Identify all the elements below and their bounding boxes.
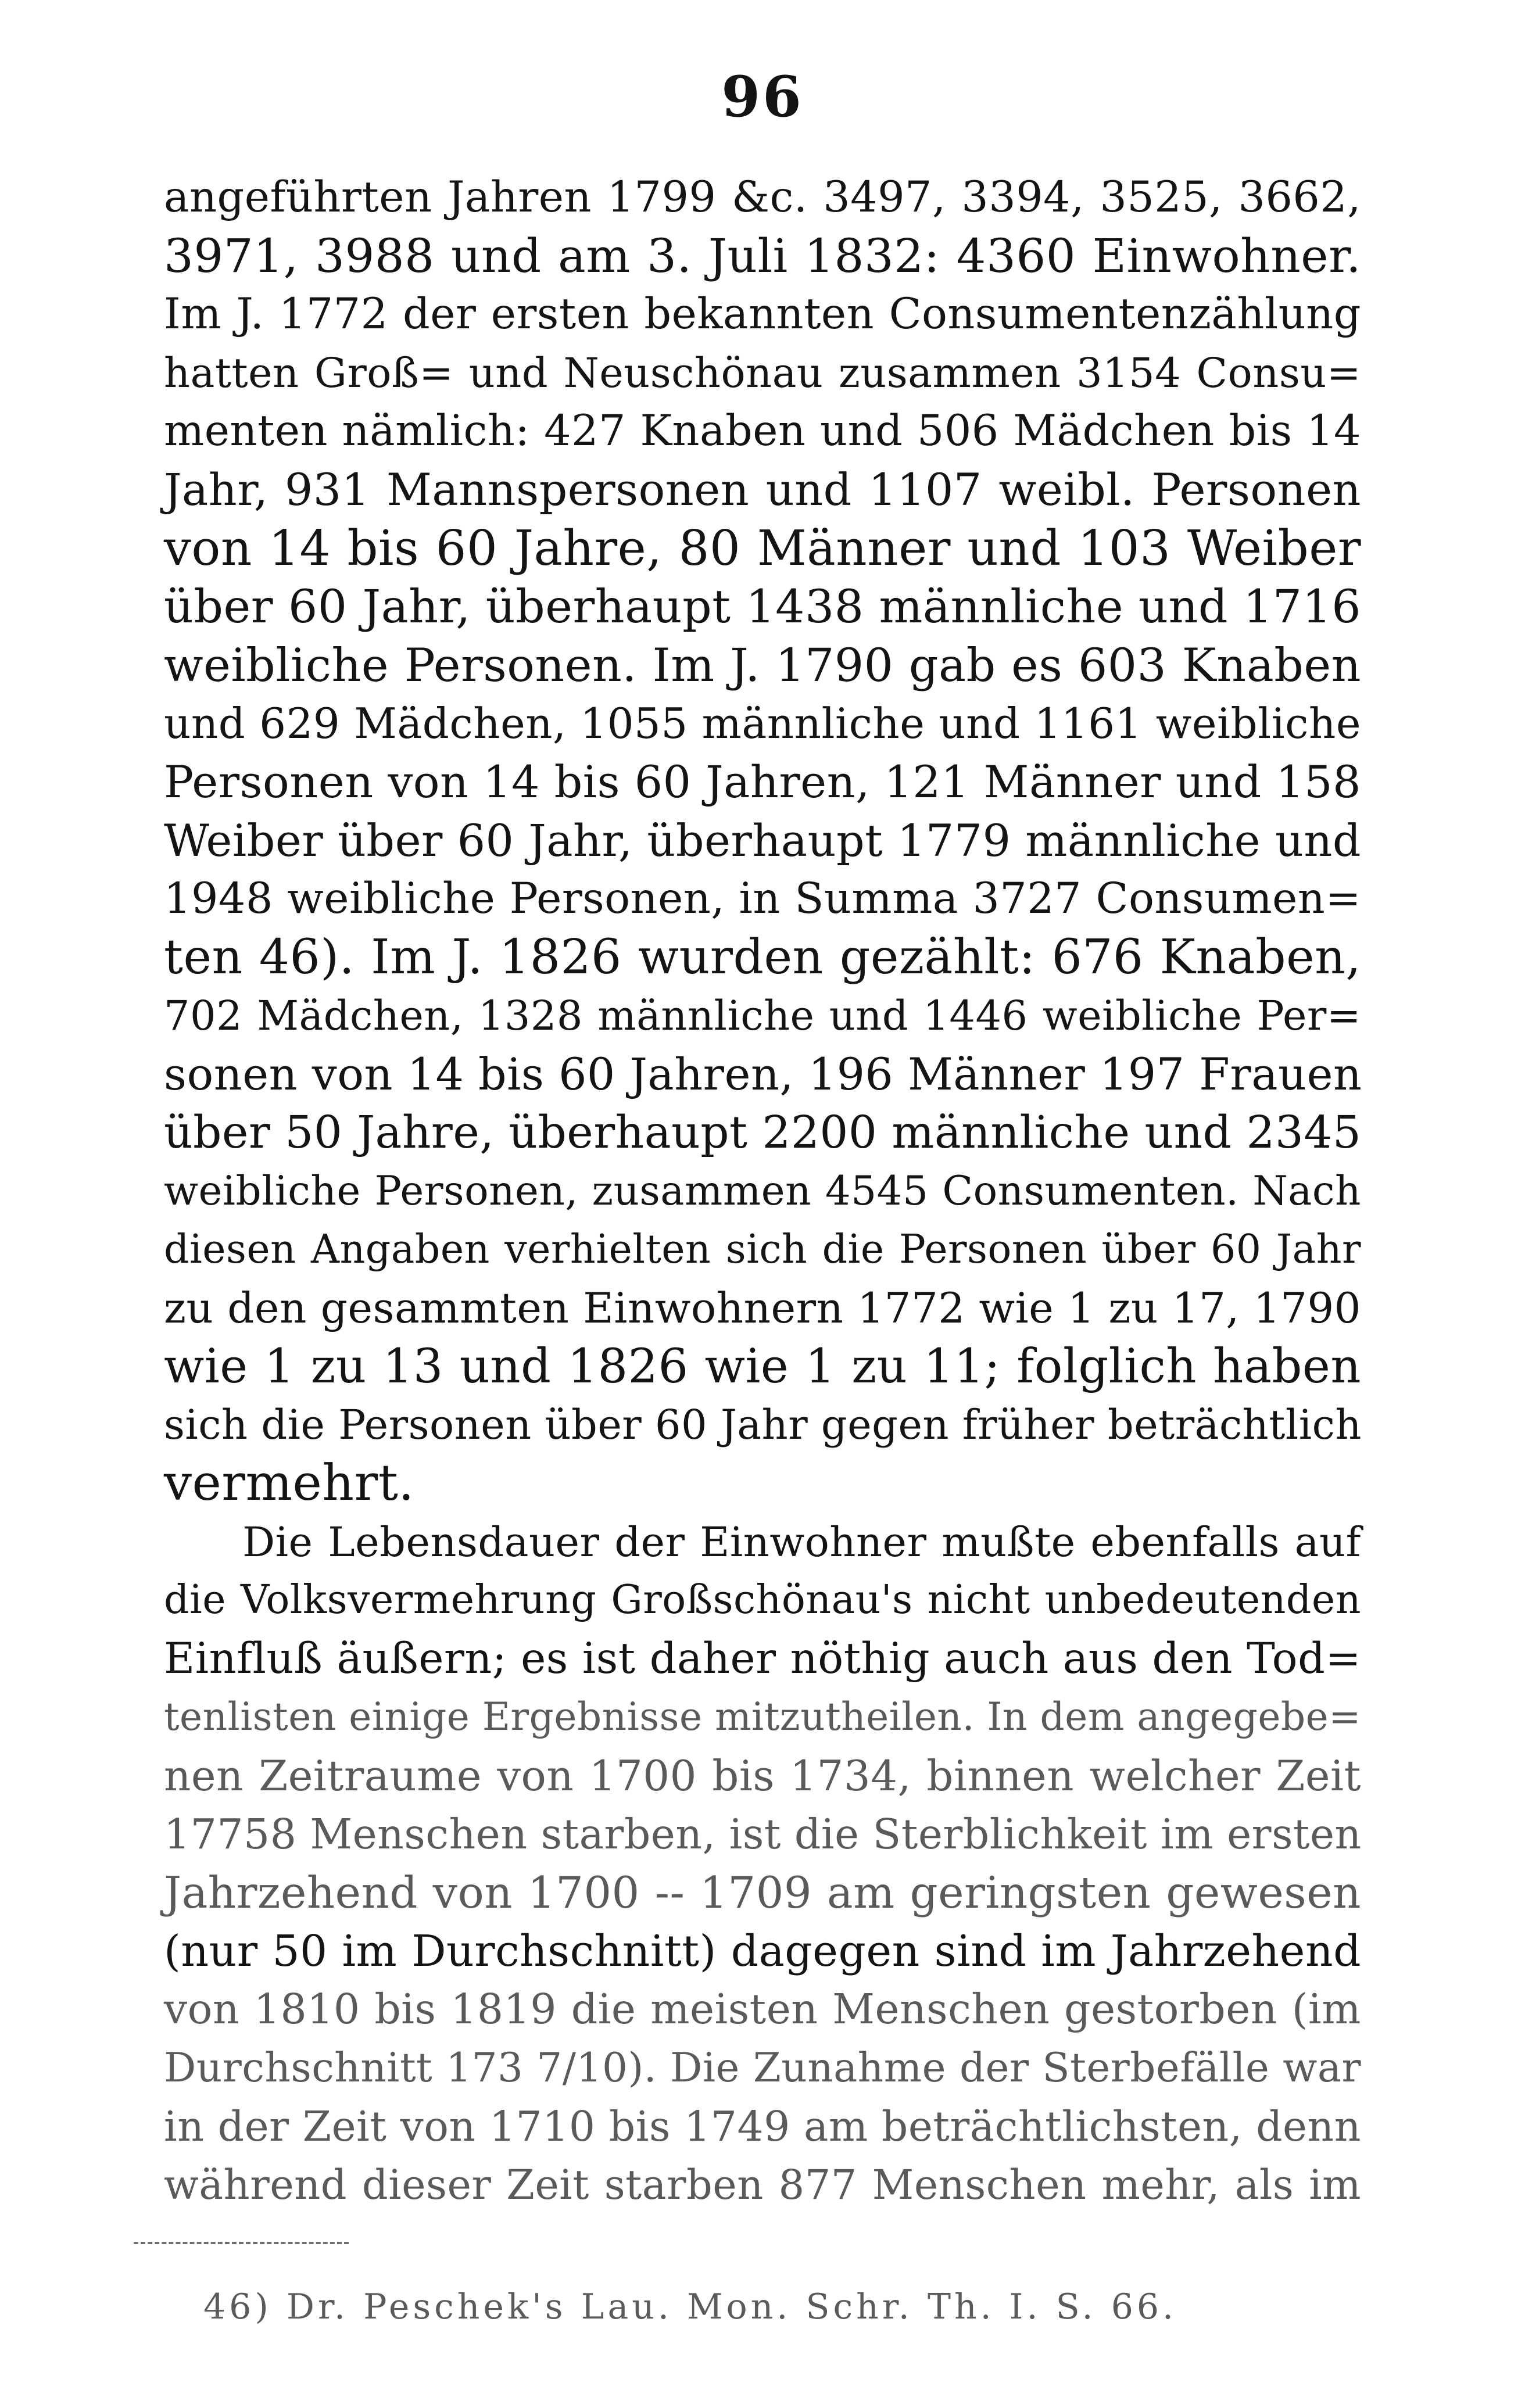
paragraph-1 [164, 169, 1361, 1513]
text-line: ten 46). Im J. 1826 wurden gezählt: 676 Knaben, [164, 929, 1361, 985]
text-line: (nur 50 im Durchschnitt) dagegen sind im Jahrzehend [164, 1926, 1361, 1976]
footnote: 46) Dr. Peschek's Lau. Mon. Schr. Th. I. S. 66. [203, 2287, 1177, 2327]
text-line: menten nämlich: 427 Knaben und 506 Mädchen bis 14 [164, 406, 1361, 456]
text-line: hatten Groß= und Neuschönau zusammen 3154 Consu= [164, 349, 1361, 397]
text-line: sonen von 14 bis 60 Jahren, 196 Männer 197 Frauen [164, 1048, 1362, 1100]
text-line: weibliche Personen. Im J. 1790 gab es 603 Knaben [164, 638, 1361, 692]
text-line: sich die Personen über 60 Jahr gegen früher beträchtlich [164, 1401, 1362, 1449]
text-line: über 60 Jahr, überhaupt 1438 männliche und 1716 [164, 580, 1361, 634]
text-line: vermehrt. [164, 1454, 414, 1513]
text-line: von 14 bis 60 Jahre, 80 Männer und 103 Weiber [164, 519, 1361, 576]
text-line: 702 Mädchen, 1328 männliche und 1446 weibliche Per= [164, 992, 1361, 1040]
text-line: 1948 weibliche Personen, in Summa 3727 Consumen= [164, 874, 1361, 924]
paragraph-2 [164, 1513, 1361, 2214]
text-line: wie 1 zu 13 und 1826 wie 1 zu 11; folglich haben [164, 1339, 1361, 1394]
footnote-divider [134, 2242, 349, 2244]
text-line: 3971, 3988 und am 3. Juli 1832: 4360 Einwohner. [164, 228, 1361, 283]
text-line: zu den gesammten Einwohnern 1772 wie 1 zu 17, 1790 [164, 1284, 1361, 1333]
text-line: Weiber über 60 Jahr, überhaupt 1779 männliche und [164, 814, 1361, 866]
text-line: diesen Angaben verhielten sich die Personen über 60 Jahr [164, 1226, 1361, 1273]
text-line: Einfluß äußern; es ist daher nöthig auch aus den Tod= [164, 1633, 1361, 1683]
text-line: Jahr, 931 Mannspersonen und 1107 weibl. Personen [164, 463, 1361, 515]
text-line: über 50 Jahre, überhaupt 2200 männliche und 2345 [164, 1106, 1362, 1159]
text-line: weibliche Personen, zusammen 4545 Consumenten. Nach [164, 1168, 1361, 1215]
body-text [164, 169, 1361, 2214]
text-line: Personen von 14 bis 60 Jahren, 121 Männer und 158 [164, 755, 1361, 808]
text-line: Durchschnitt 173 7/10). Die Zunahme der Sterbefälle war [164, 2045, 1361, 2091]
text-line: tenlisten einige Ergebnisse mitzutheilen. In dem angegebe= [164, 1694, 1361, 1740]
page-number: 96 [721, 64, 804, 130]
text-line: 17758 Menschen starben, ist die Sterblichkeit im ersten [164, 1809, 1362, 1858]
text-line: Jahrzehend von 1700 -- 1709 am geringsten gewesen [164, 1867, 1361, 1919]
text-line: während dieser Zeit starben 877 Menschen mehr, als im [164, 2161, 1361, 2209]
text-line: Im J. 1772 der ersten bekannten Consumentenzählung [164, 289, 1361, 339]
text-line: in der Zeit von 1710 bis 1749 am beträchtlichsten, denn [164, 2102, 1361, 2151]
text-line: nen Zeitraume von 1700 bis 1734, binnen welcher Zeit [164, 1751, 1361, 1801]
text-line: von 1810 bis 1819 die meisten Menschen gestorben (im [164, 1985, 1361, 2034]
text-line: angeführten Jahren 1799 &c. 3497, 3394, 3525, 3662, [164, 173, 1361, 222]
text-line: Die Lebensdauer der Einwohner mußte ebenfalls auf [242, 1518, 1361, 1566]
text-line: und 629 Mädchen, 1055 männliche und 1161 weibliche [164, 699, 1361, 748]
text-line: die Volksvermehrung Großschönau's nicht unbedeutenden [164, 1577, 1361, 1624]
